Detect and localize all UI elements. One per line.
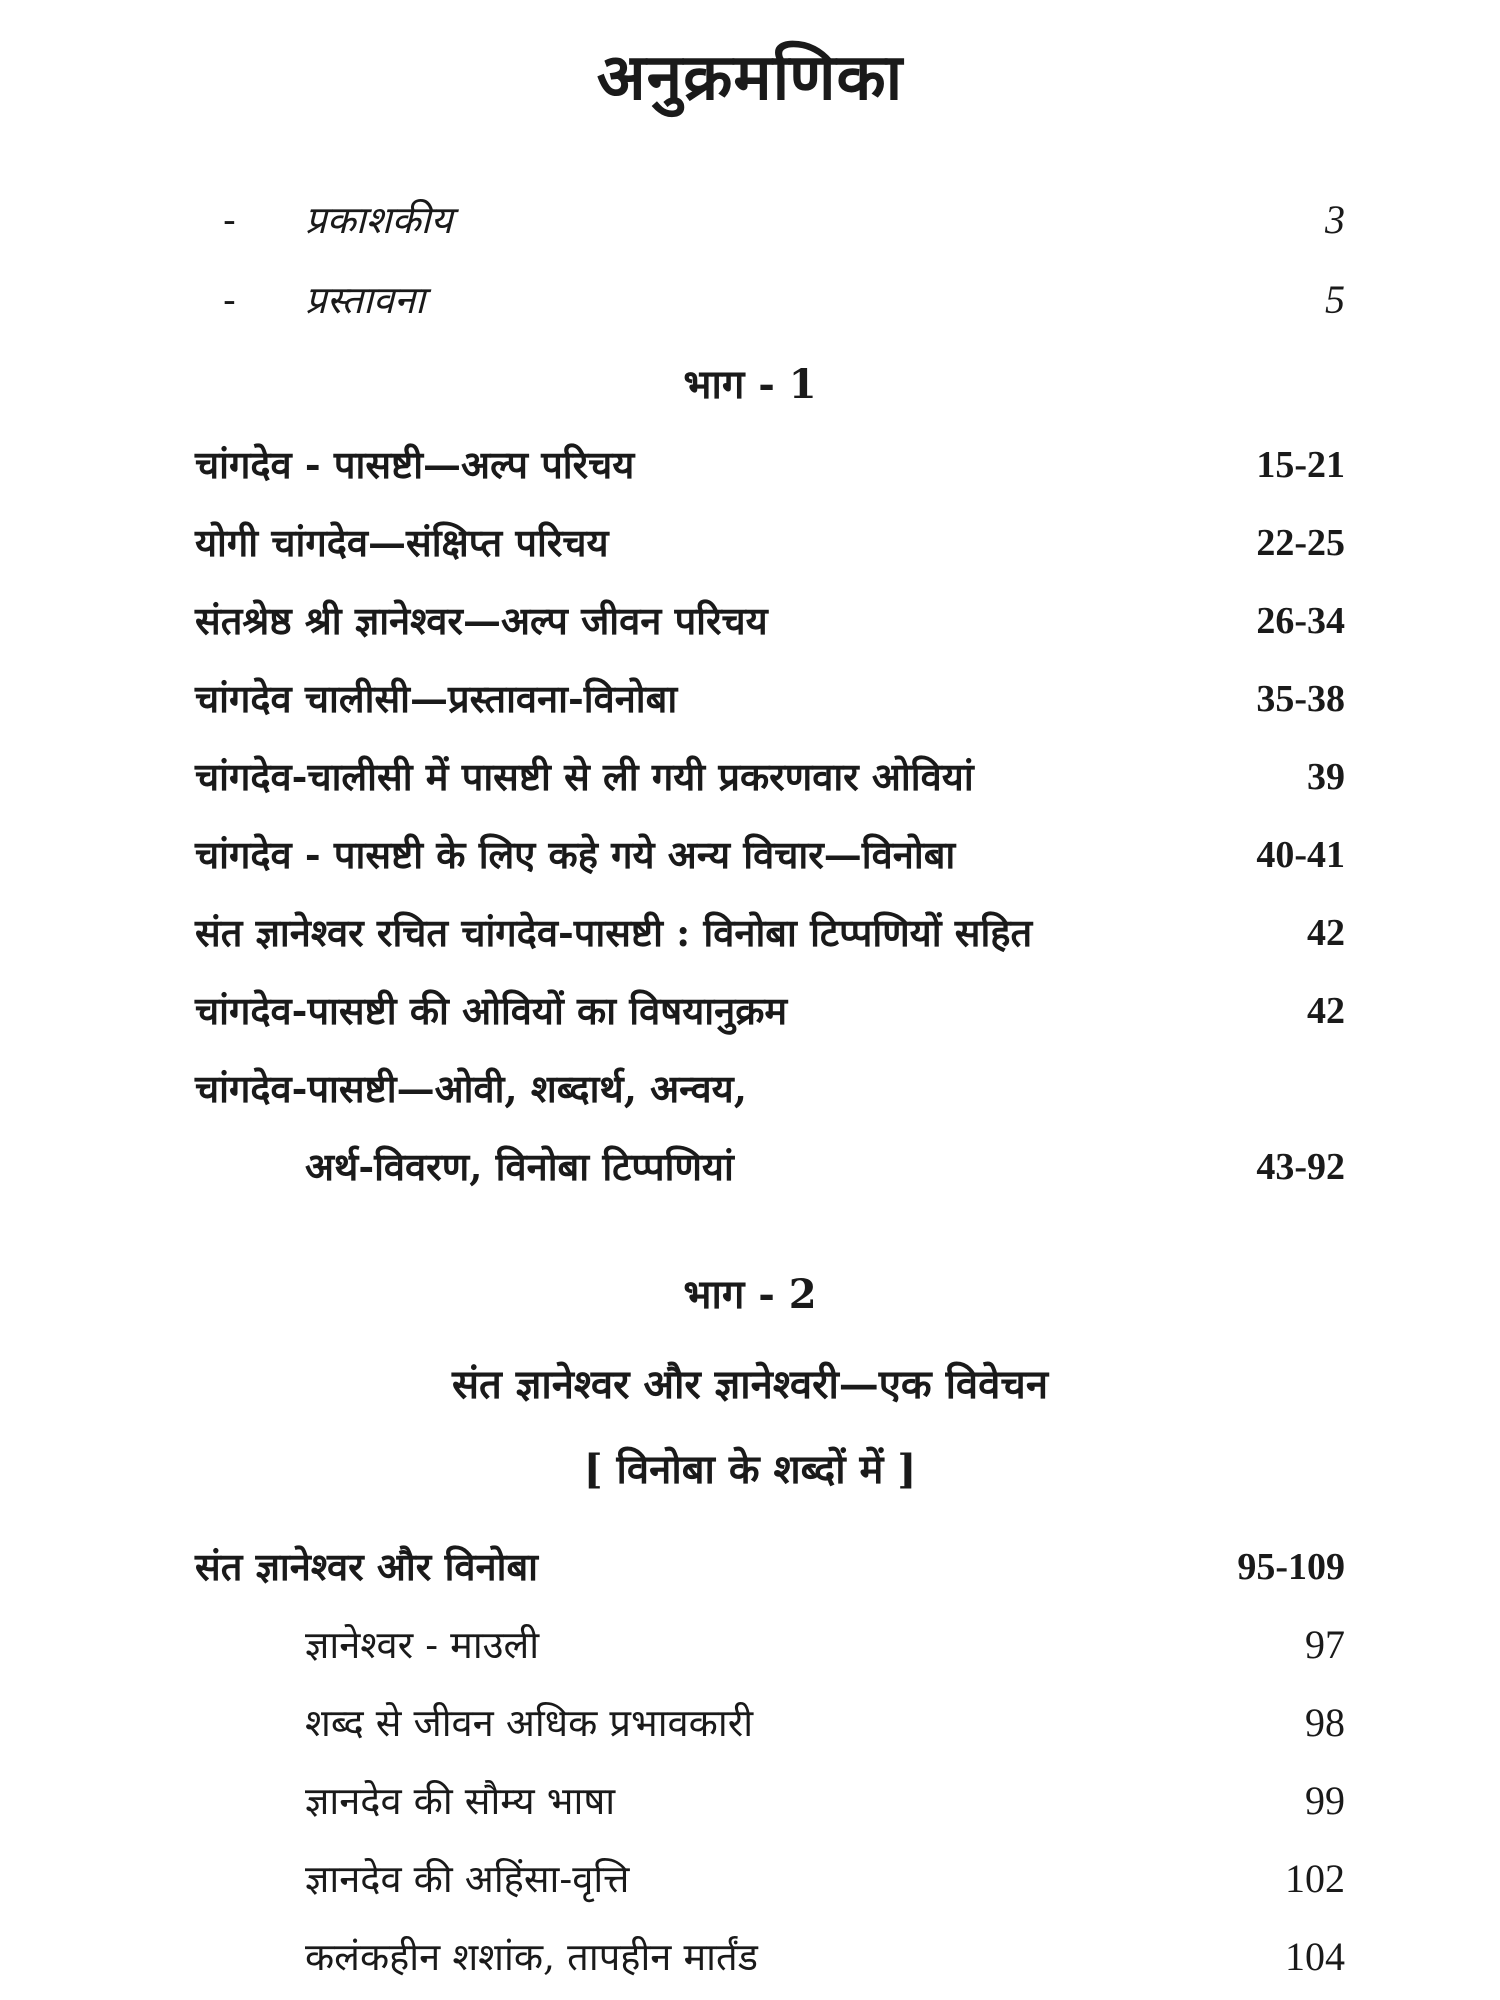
entry-page: 15-21	[1256, 444, 1345, 486]
toc-entry-continuation	[195, 1137, 1345, 1197]
entry-page: 35-38	[1256, 678, 1345, 720]
part-2-heading: भाग - 2	[683, 1271, 817, 1318]
toc-entry	[195, 1537, 1345, 1597]
toc-entry	[195, 435, 1345, 495]
entry-dash: -	[223, 278, 236, 322]
entry-label: अर्थ-विवरण, विनोबा टिप्पणियां	[305, 1144, 734, 1189]
toc-entry	[195, 747, 1345, 807]
entry-page: 98	[1305, 1700, 1345, 1745]
page-title: अनुक्रमणिका	[596, 40, 904, 115]
entry-label: संतश्रेष्ठ श्री ज्ञानेश्वर—अल्प जीवन परिचय	[195, 598, 768, 643]
entry-label: संत ज्ञानेश्वर रचित चांगदेव-पासष्टी : विनोबा टिप्पणियों सहित	[195, 910, 1033, 955]
entry-page: 3	[1325, 197, 1345, 242]
entry-page: 39	[1307, 756, 1345, 798]
toc-entry	[195, 903, 1345, 963]
toc-subentry	[195, 1849, 1345, 1909]
entry-label: संत ज्ञानेश्वर और विनोबा	[195, 1544, 539, 1589]
part-2-subtitle: संत ज्ञानेश्वर और ज्ञानेश्वरी—एक विवेचन	[451, 1361, 1049, 1408]
toc-entry	[195, 981, 1345, 1041]
entry-label: चांगदेव - पासष्टी के लिए कहे गये अन्य विचार—विनोबा	[195, 832, 956, 877]
entry-label: चांगदेव - पासष्टी—अल्प परिचय	[195, 442, 635, 487]
toc-subentry	[195, 1771, 1345, 1831]
entry-dash: -	[223, 198, 236, 242]
entry-label: कलंकहीन शशांक, तापहीन मार्तंड	[305, 1935, 759, 1979]
entry-label: चांगदेव-पासष्टी की ओवियों का विषयानुक्रम	[195, 988, 788, 1033]
entry-page: 104	[1285, 1934, 1345, 1979]
entry-page: 26-34	[1256, 600, 1345, 642]
toc-entry-prelim	[195, 190, 1345, 250]
toc-subentry	[195, 1927, 1345, 1987]
toc-entry	[195, 591, 1345, 651]
entry-page: 5	[1325, 277, 1345, 322]
toc-entry	[195, 825, 1345, 885]
entry-page: 40-41	[1256, 834, 1345, 876]
entry-page: 42	[1307, 912, 1345, 954]
entry-label: ज्ञानेश्वर - माउली	[305, 1623, 540, 1667]
toc-entry	[195, 513, 1345, 573]
entry-label: शब्द से जीवन अधिक प्रभावकारी	[305, 1701, 754, 1745]
toc-subentry	[195, 1693, 1345, 1753]
entry-label: चांगदेव-चालीसी में पासष्टी से ली गयी प्रकरणवार ओवियां	[195, 754, 974, 799]
entry-page: 99	[1305, 1778, 1345, 1823]
entry-label: चांगदेव चालीसी—प्रस्तावना-विनोबा	[195, 676, 678, 721]
entry-label: ज्ञानदेव की अहिंसा-वृत्ति	[305, 1857, 630, 1901]
entry-label: योगी चांगदेव—संक्षिप्त परिचय	[195, 520, 609, 565]
entry-page: 97	[1305, 1622, 1345, 1667]
toc-entry-prelim	[195, 270, 1345, 330]
part-2-subtitle-note: [ विनोबा के शब्दों में ]	[583, 1446, 917, 1493]
entry-page: 95-109	[1237, 1546, 1345, 1588]
entry-label: प्रकाशकीय	[305, 198, 453, 242]
entry-page: 43-92	[1256, 1146, 1345, 1188]
toc-entry	[195, 1059, 1345, 1119]
entry-label: प्रस्तावना	[305, 278, 425, 322]
entry-label: चांगदेव-पासष्टी—ओवी, शब्दार्थ, अन्वय,	[195, 1066, 747, 1111]
entry-page: 102	[1285, 1856, 1345, 1901]
entry-label: ज्ञानदेव की सौम्य भाषा	[305, 1779, 616, 1823]
part-1-heading: भाग - 1	[683, 361, 817, 408]
toc-subentry	[195, 1615, 1345, 1675]
entry-page: 22-25	[1256, 522, 1345, 564]
toc-entry	[195, 669, 1345, 729]
entry-page: 42	[1307, 990, 1345, 1032]
